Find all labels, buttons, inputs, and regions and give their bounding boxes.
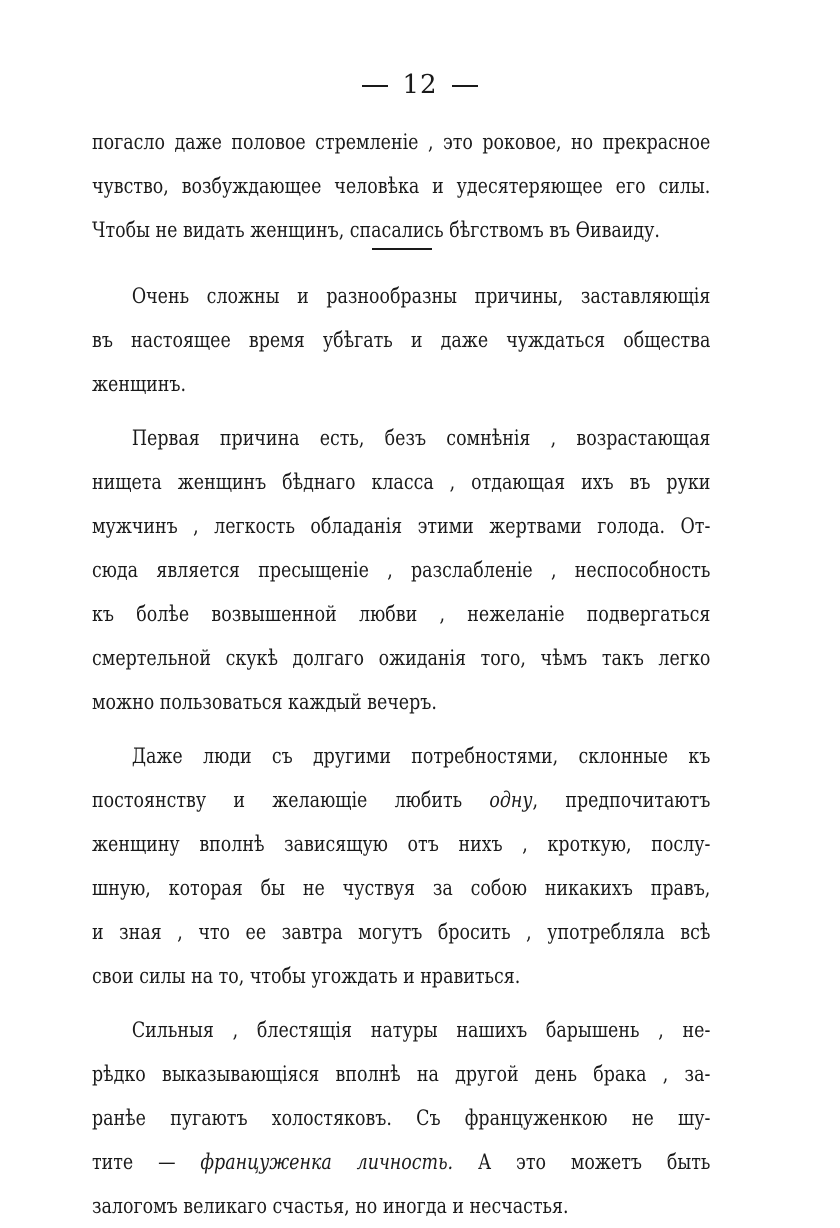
section-2 <box>92 274 712 1228</box>
text-line: Сильныя , блестящія натуры нашихъ барышень , не- <box>131 1018 711 1042</box>
italic-text: француженка личность. <box>200 1150 454 1174</box>
text-line: сюда является пресыщеніе , разслабленіе , неспособность <box>92 558 711 582</box>
text-line: ранѣе пугаютъ холостяковъ. Съ француженкою не шу- <box>92 1106 711 1130</box>
text-line: женщину вполнѣ зависящую отъ нихъ , кроткую, послу- <box>92 832 711 856</box>
text-line: шную, которая бы не чуствуя за собою никакихъ правъ, <box>92 876 711 900</box>
text-line: Первая причина есть, безъ сомнѣнія , возрастающая <box>131 426 711 450</box>
text-line: свои силы на то, чтобы угождать и нравиться. <box>92 964 521 988</box>
text-line: къ болѣе возвышенной любви , нежеланіе подвергаться <box>92 602 711 626</box>
text-line: мужчинъ , легкость обладанія этими жертвами голода. От- <box>92 514 711 538</box>
header-dash-left <box>362 85 388 87</box>
header-dash-right <box>452 85 478 87</box>
text-line: можно пользоваться каждый вечеръ. <box>92 690 437 714</box>
text-line: Чтобы не видать женщинъ, спасались бѣгствомъ въ Ѳиваиду. <box>92 218 660 242</box>
text-line: женщинъ. <box>92 372 187 396</box>
text-line: въ настоящее время убѣгать и даже чуждаться общества <box>92 328 711 352</box>
page-header <box>0 70 840 100</box>
text-segment: тите — <box>92 1150 201 1174</box>
text-line: Очень сложны и разнообразны причины, заставляющія <box>131 284 711 308</box>
text-segment: , предпочитаютъ <box>532 788 711 812</box>
text-line: смертельной скукѣ долгаго ожиданія того, чѣмъ такъ легко <box>92 646 711 670</box>
italic-text: одну <box>489 788 533 812</box>
text-line: и зная , что ее завтра могутъ бросить , употребляла всѣ <box>92 920 711 944</box>
section-separator <box>372 248 432 250</box>
text-line: залогомъ великаго счастья, но иногда и несчастья. <box>92 1194 569 1218</box>
text-line: погасло даже половое стремленіе , это роковое, но прекрасное <box>92 130 711 154</box>
text-segment: постоянству и желающіе любить <box>92 788 490 812</box>
text-line-with-italic <box>92 1140 710 1184</box>
page-number: 12 <box>402 70 438 100</box>
text-line: чувство, возбуждающее человѣка и удесятеряющее его силы. <box>92 174 711 198</box>
text-line: Даже люди съ другими потребностями, склонные къ <box>131 744 711 768</box>
text-segment: А это можетъ быть <box>453 1150 711 1174</box>
section-1 <box>92 120 712 252</box>
text-line: рѣдко выказывающіяся вполнѣ на другой день брака , за- <box>92 1062 711 1086</box>
text-line-with-italic <box>92 778 710 822</box>
text-line: нищета женщинъ бѣднаго класса , отдающая ихъ въ руки <box>92 470 711 494</box>
